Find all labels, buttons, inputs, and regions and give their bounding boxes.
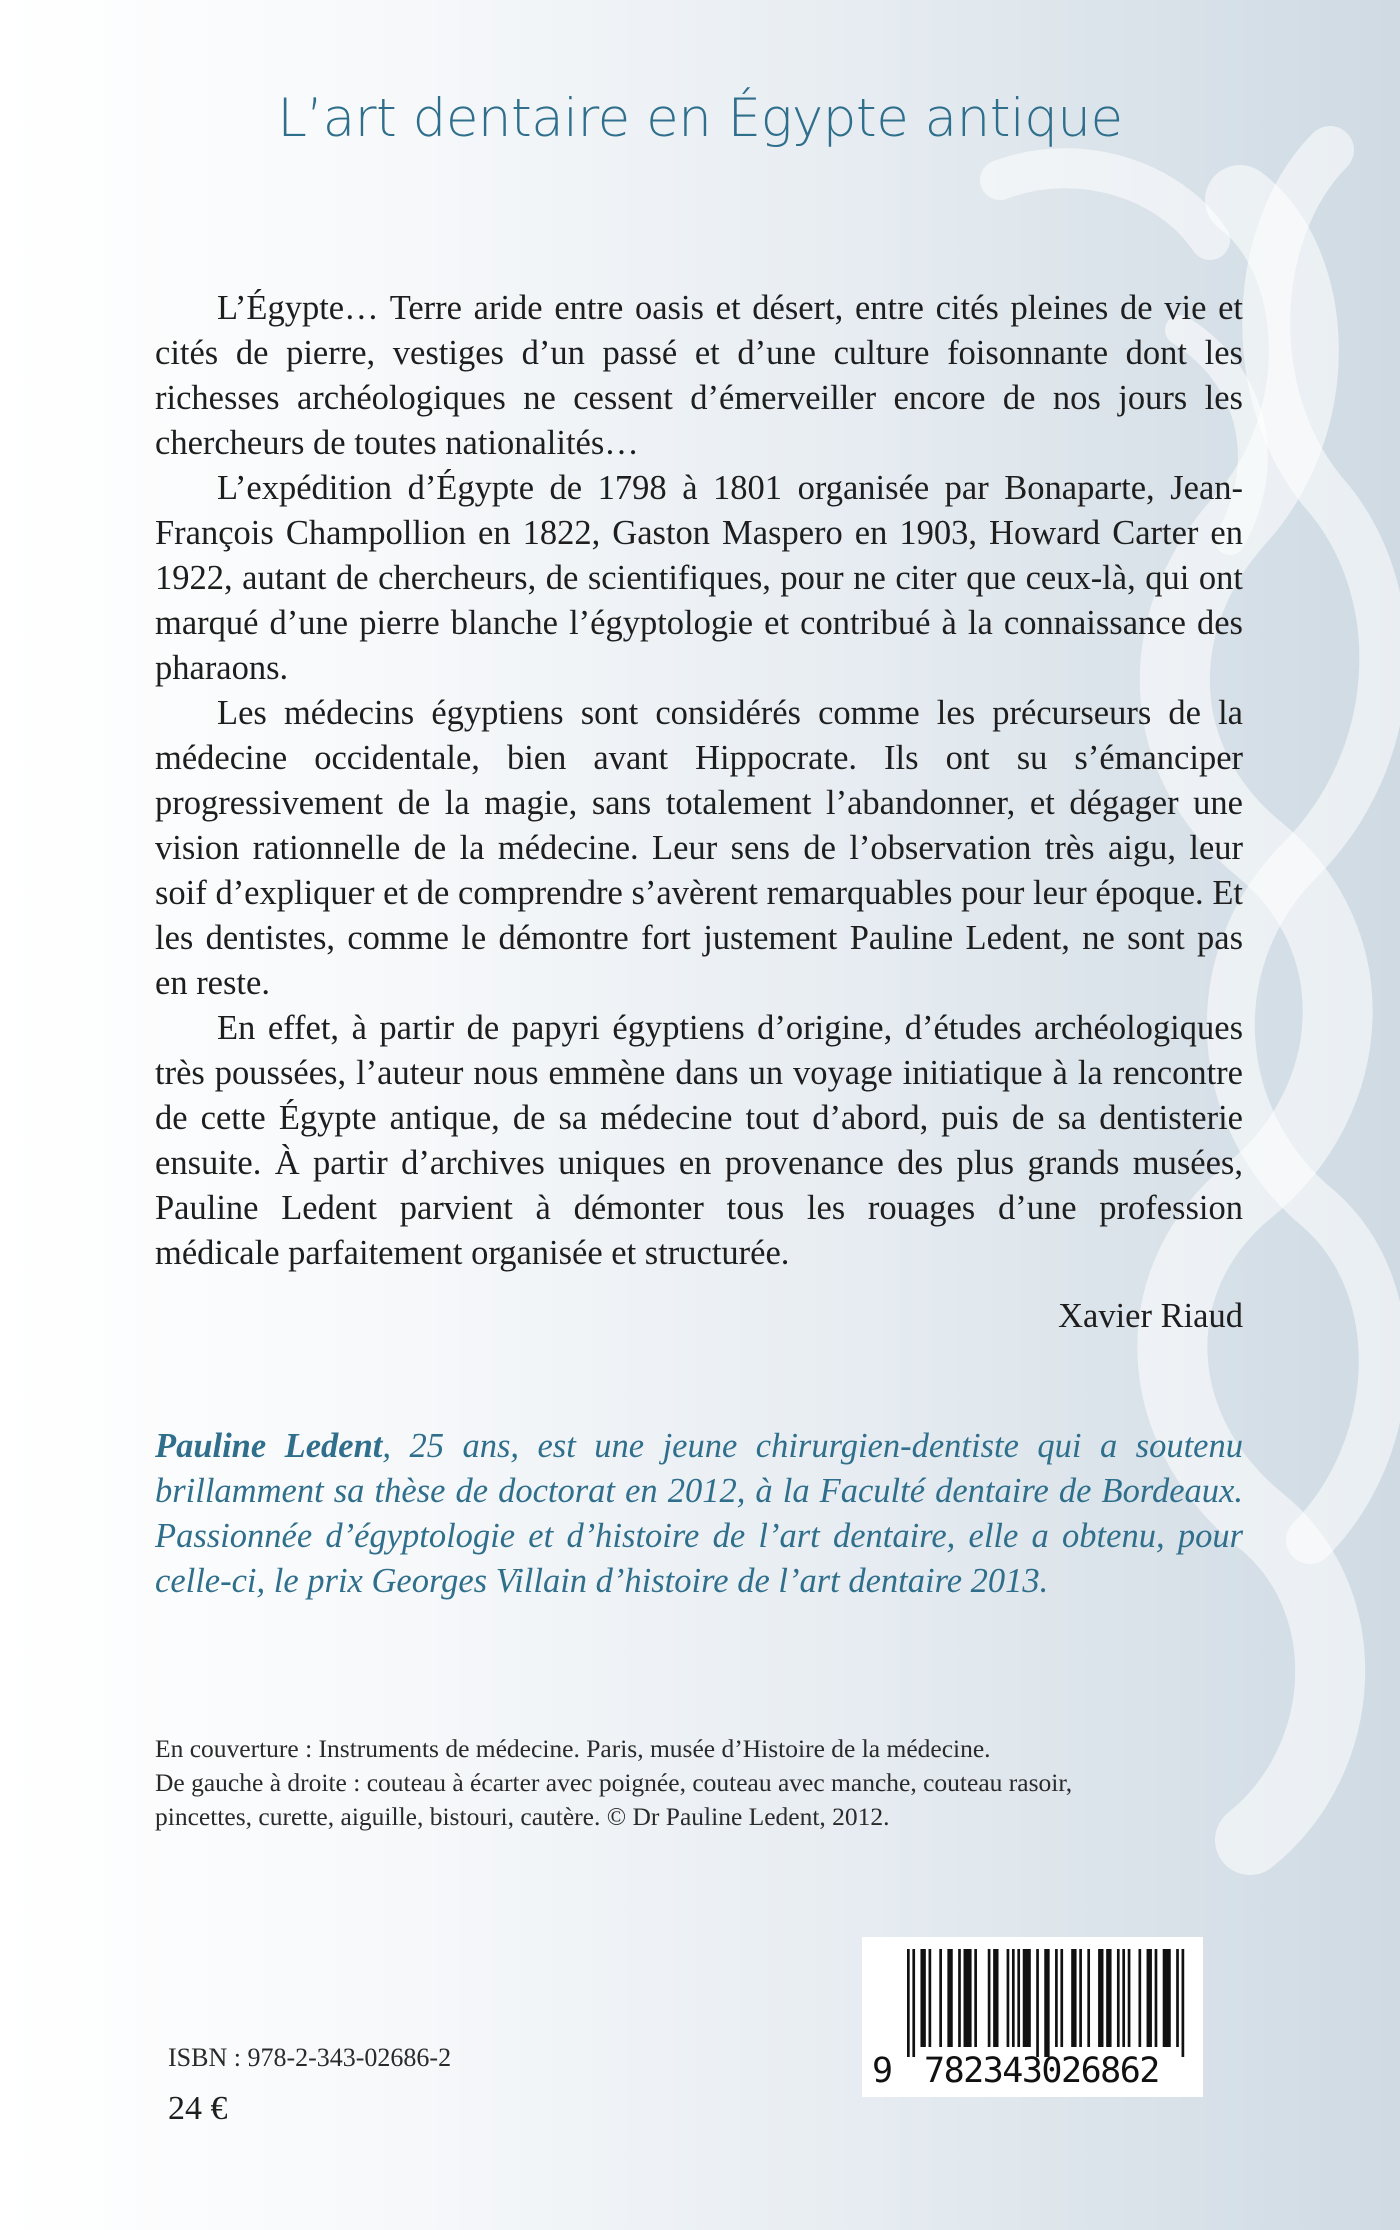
blurb-paragraph: L’expédition d’Égypte de 1798 à 1801 organisée par Bonaparte, Jean-François Champollion en 1822, Gaston Maspero en 1903, Howard Carter en 1922, autant de chercheurs, de scientifiques, pour ne citer que ceux-là, qui ont marqué d’une pierre blanche l’égyptologie et contribué à la connaissance des pharaons. <box>155 469 1243 687</box>
barcode-bar <box>1163 1949 1171 2047</box>
price: 24 € <box>168 2090 228 2127</box>
barcode-bar <box>993 1949 998 2047</box>
barcode-bar <box>1106 1949 1111 2047</box>
barcode-bar <box>1147 1949 1152 2047</box>
blurb-paragraph: L’Égypte… Terre aride entre oasis et désert, entre cités pleines de vie et cités de pierre, vestiges d’un passé et d’une culture foisonnante dont les richesses archéologiques ne cessent d’émerveiller encore de nos jours les chercheurs de toutes nationalités… <box>155 289 1243 462</box>
barcode-bar <box>1071 1949 1076 2047</box>
author-bio-text: , 25 ans, est une jeune chirurgien-dentiste qui a soutenu brillamment sa thèse de doctorat en 2012, à la Faculté dentaire de Bordeaux. Passionnée d’égyptologie et d’histoire de l’art dentaire, elle a obtenu, pour celle-ci, le prix Georges Villain d’histoire de l’art dentaire 2013. <box>155 1427 1243 1600</box>
author-bio <box>155 1424 1243 1604</box>
barcode <box>862 1937 1203 2097</box>
barcode-bars-icon <box>907 1949 1195 2057</box>
barcode-bar <box>939 1949 942 2047</box>
barcode-bar <box>1098 1949 1103 2047</box>
blurb <box>155 286 1243 1276</box>
author-name: Pauline Ledent <box>155 1427 383 1465</box>
barcode-bar <box>1176 1949 1179 2047</box>
barcode-bar <box>1012 1949 1015 2047</box>
barcode-bar <box>1036 1949 1039 2057</box>
credit-line: pincettes, curette, aiguille, bistouri, cautère. © Dr Pauline Ledent, 2012. <box>155 1802 890 1831</box>
barcode-bar <box>1128 1949 1131 2047</box>
barcode-bar <box>1044 1949 1049 2057</box>
barcode-bar <box>974 1949 977 2047</box>
barcode-bar <box>1138 1949 1141 2047</box>
barcode-bar <box>1023 1949 1031 2047</box>
barcode-number: 782343026862 <box>924 2051 1159 2091</box>
isbn: ISBN : 978-2-343-02686-2 <box>168 2043 452 2072</box>
barcode-bar <box>1017 1949 1020 2047</box>
credit-line: En couverture : Instruments de médecine. Paris, musée d’Histoire de la médecine. <box>155 1734 991 1763</box>
barcode-digits <box>862 2046 1203 2096</box>
blurb-signature: Xavier Riaud <box>1058 1297 1243 1335</box>
barcode-bar <box>964 1949 972 2047</box>
barcode-bar <box>947 1949 952 2047</box>
barcode-first-digit: 9 <box>872 2051 894 2091</box>
barcode-bar <box>988 1949 991 2047</box>
barcode-bar <box>907 1949 910 2057</box>
barcode-bar <box>912 1949 915 2057</box>
barcode-bar <box>1182 1949 1185 2057</box>
barcode-bar <box>1007 1949 1010 2047</box>
barcode-bar <box>1117 1949 1120 2047</box>
barcode-bar <box>958 1949 961 2047</box>
cover-credits <box>155 1732 1245 1834</box>
blurb-paragraph: Les médecins égyptiens sont considérés comme les précurseurs de la médecine occidentale, bien avant Hippocrate. Ils ont su s’émanciper progressivement de la magie, sans totalement l’abandonner, et dégager une vision rationnelle de la médecine. Leur sens de l’observation très aigu, leur soif d’expliquer et de comprendre s’avèrent remarquables pour leur époque. Et les dentistes, comme le démontre fort justement Pauline Ledent, ne sont pas en reste. <box>155 694 1243 1002</box>
credit-line: De gauche à droite : couteau à écarter avec poignée, couteau avec manche, couteau rasoir, <box>155 1768 1073 1797</box>
barcode-bar <box>920 1949 925 2047</box>
barcode-bar <box>929 1949 932 2047</box>
barcode-bar <box>1055 1949 1058 2047</box>
barcode-bar <box>1060 1949 1063 2047</box>
barcode-bar <box>1122 1949 1125 2047</box>
blurb-paragraph: En effet, à partir de papyri égyptiens d’origine, d’études archéologiques très poussées, l’auteur nous emmène dans un voyage initiatique à la rencontre de cette Égypte antique, de sa médecine tout d’abord, puis de sa dentisterie ensuite. À partir d’archives uniques en provenance des plus grands musées, Pauline Ledent parvient à démonter tous les rouages d’une profession médicale parfaitement organisée et structurée. <box>155 1009 1243 1272</box>
barcode-bar <box>1087 1949 1090 2047</box>
barcode-bar <box>1079 1949 1082 2047</box>
barcode-bar <box>1155 1949 1158 2047</box>
book-title: L’art dentaire en Égypte antique <box>277 88 1123 149</box>
